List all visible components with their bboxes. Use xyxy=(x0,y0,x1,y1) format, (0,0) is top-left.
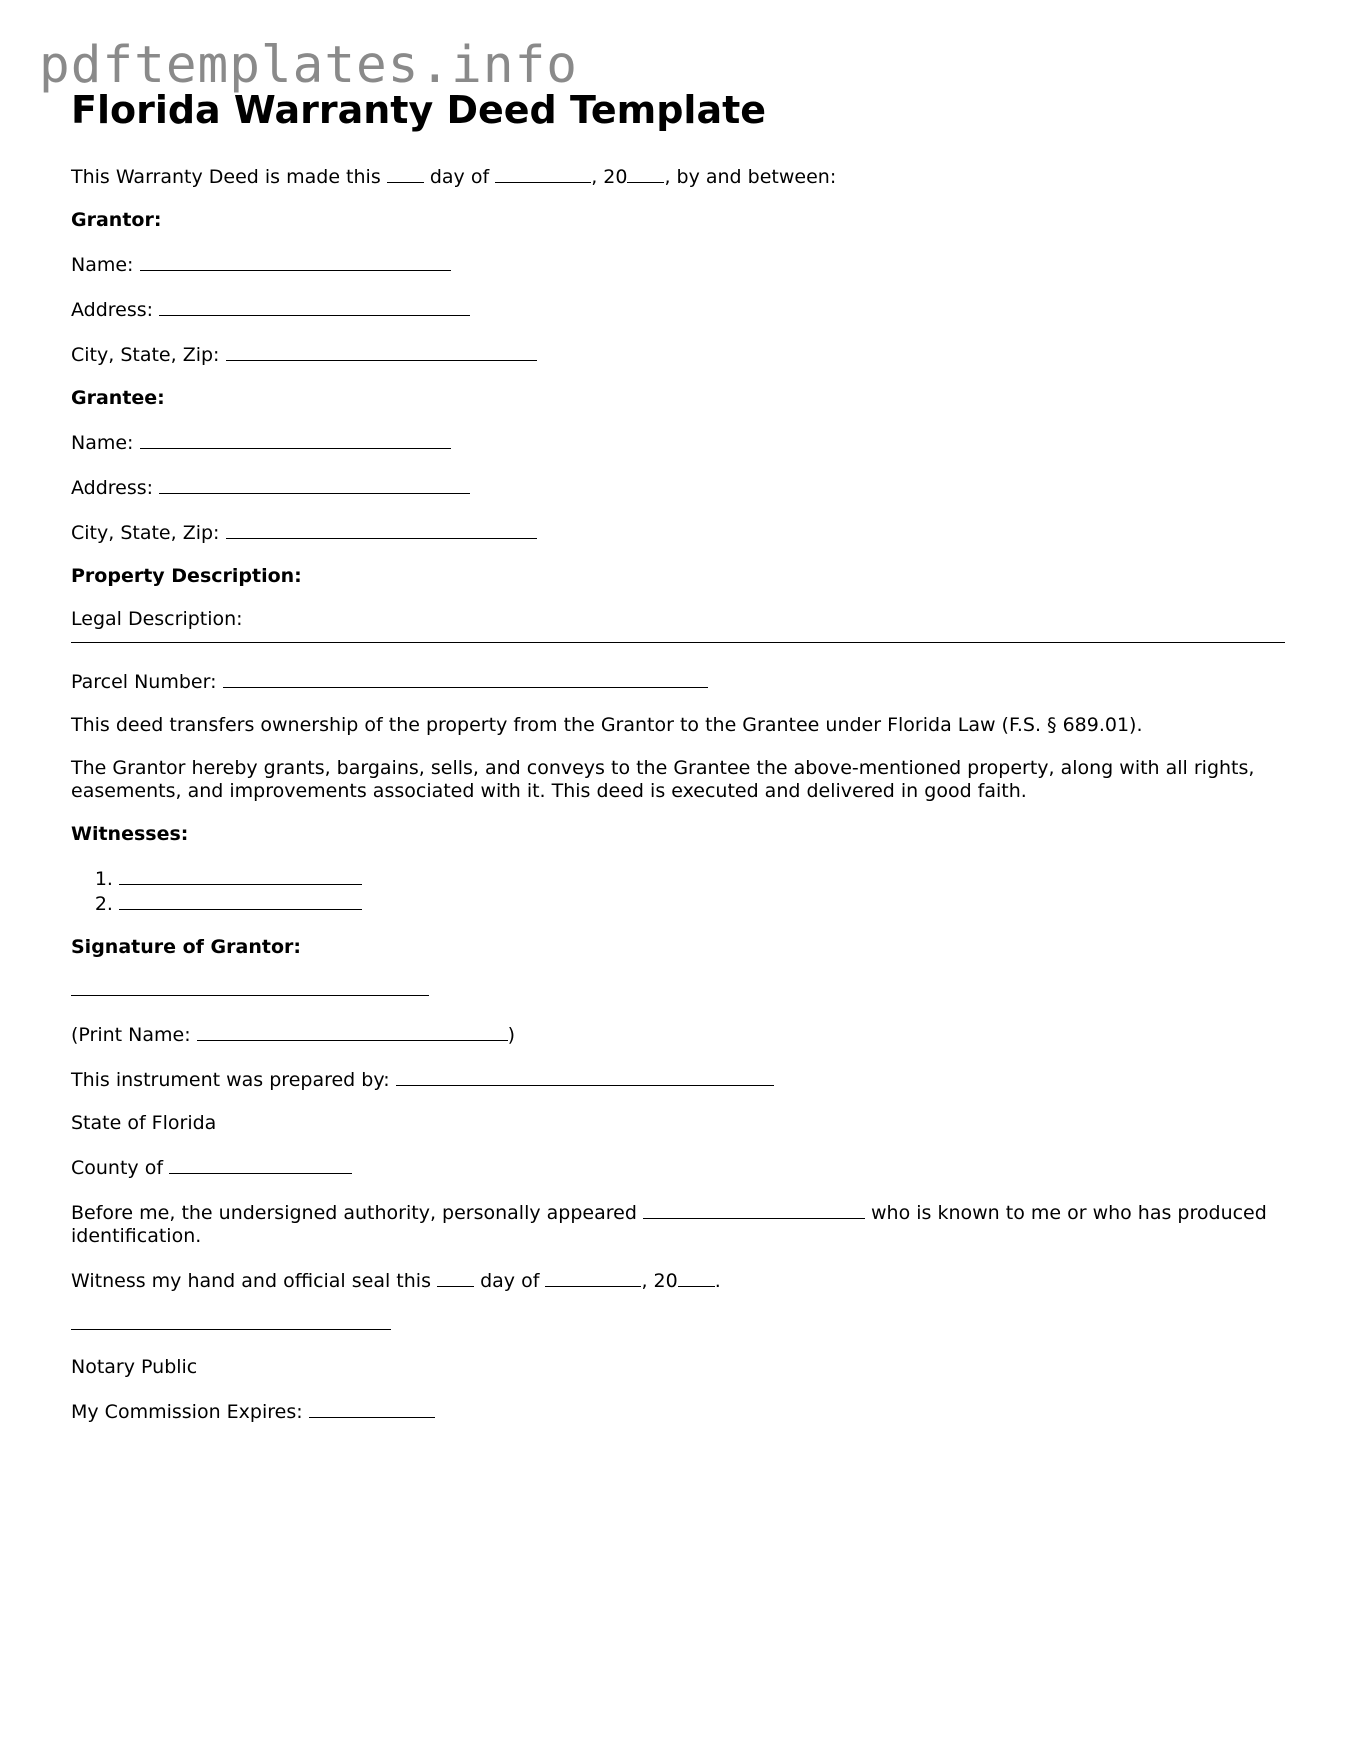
grantee-address-row xyxy=(71,475,1291,500)
witness-seal-line xyxy=(71,1268,1291,1293)
commission-row xyxy=(71,1399,1291,1424)
notary-label: Notary Public xyxy=(71,1356,198,1378)
county-field[interactable] xyxy=(169,1155,352,1174)
intro-line xyxy=(71,164,1291,189)
grantee-name-label: Name: xyxy=(71,432,134,454)
intro-text-2: day of xyxy=(429,166,490,188)
seal-text-3: , 20 xyxy=(641,1270,678,1292)
signature-heading: Signature of Grantor: xyxy=(71,936,301,958)
seal-year-blank[interactable] xyxy=(678,1268,715,1287)
intro-day-blank[interactable] xyxy=(387,164,424,183)
grantor-address-label: Address: xyxy=(71,299,154,321)
grantee-address-field[interactable] xyxy=(159,475,470,494)
grantee-address-label: Address: xyxy=(71,477,154,499)
witness-list xyxy=(71,866,1291,916)
print-name-suffix: ) xyxy=(507,1024,516,1046)
grantor-name-field[interactable] xyxy=(140,252,451,271)
appeared-text-2: who is known to me or who has produced identification. xyxy=(71,1202,1267,1247)
parcel-label: Parcel Number: xyxy=(71,671,217,693)
appeared-paragraph xyxy=(71,1200,1291,1248)
grantor-heading: Grantor: xyxy=(71,209,162,231)
notary-signature-line[interactable] xyxy=(71,1329,391,1330)
prepared-by-row xyxy=(71,1067,1291,1092)
notary-signature-space xyxy=(71,1313,1291,1333)
signature-space xyxy=(71,979,1291,999)
witness-item-2 xyxy=(119,891,1291,916)
appeared-text-1: Before me, the undersigned authority, personally appeared xyxy=(71,1202,637,1224)
intro-text-4: , by and between: xyxy=(664,166,837,188)
watermark: pdftemplates.info xyxy=(39,36,578,95)
parcel-field[interactable] xyxy=(223,669,708,688)
legal-description-label: Legal Description: xyxy=(71,608,243,630)
county-row xyxy=(71,1155,1291,1180)
grant-paragraph: The Grantor hereby grants, bargains, sells, and conveys to the Grantee the above-mentioned property, along with all rights, easements, and improvements associated with it. This deed is executed and delivered in good faith. xyxy=(71,757,1255,802)
prepared-by-field[interactable] xyxy=(396,1067,774,1086)
appeared-name-field[interactable] xyxy=(643,1200,865,1219)
legal-description-field[interactable] xyxy=(71,642,1285,643)
intro-year-blank[interactable] xyxy=(627,164,664,183)
grantor-address-field[interactable] xyxy=(159,297,470,316)
grantee-city-row xyxy=(71,520,1291,545)
grantee-city-label: City, State, Zip: xyxy=(71,522,220,544)
print-name-field[interactable] xyxy=(197,1022,508,1041)
print-name-prefix: (Print Name: xyxy=(71,1024,191,1046)
grantor-city-label: City, State, Zip: xyxy=(71,344,220,366)
seal-text-2: day of xyxy=(480,1270,540,1292)
seal-text-4: . xyxy=(714,1270,721,1292)
grantor-name-label: Name: xyxy=(71,254,134,276)
print-name-row xyxy=(71,1022,1291,1047)
grantor-address-row xyxy=(71,297,1291,322)
witness-1-field[interactable] xyxy=(119,866,362,885)
seal-day-blank[interactable] xyxy=(437,1268,474,1287)
property-heading: Property Description: xyxy=(71,565,302,587)
commission-field[interactable] xyxy=(309,1399,435,1418)
document-page xyxy=(71,84,1291,1444)
grantee-heading: Grantee: xyxy=(71,387,165,409)
grantor-city-row xyxy=(71,342,1291,367)
seal-text-1: Witness my hand and official seal this xyxy=(71,1270,431,1292)
state-line: State of Florida xyxy=(71,1112,217,1134)
parcel-row xyxy=(71,669,1291,694)
grantee-city-field[interactable] xyxy=(226,520,537,539)
seal-month-blank[interactable] xyxy=(545,1268,641,1287)
grantor-name-row xyxy=(71,252,1291,277)
grantee-name-row xyxy=(71,430,1291,455)
intro-text-3: , 20 xyxy=(591,166,628,188)
prepared-by-label: This instrument was prepared by: xyxy=(71,1069,390,1091)
witnesses-heading: Witnesses: xyxy=(71,823,189,845)
witness-2-field[interactable] xyxy=(119,891,362,910)
intro-month-blank[interactable] xyxy=(495,164,591,183)
grantor-signature-line[interactable] xyxy=(71,995,429,996)
intro-text-1: This Warranty Deed is made this xyxy=(71,166,381,188)
document-title: Florida Warranty Deed Template xyxy=(71,88,767,132)
county-label: County of xyxy=(71,1157,164,1179)
grantor-city-field[interactable] xyxy=(226,342,537,361)
transfer-paragraph: This deed transfers ownership of the property from the Grantor to the Grantee under Florida Law (F.S. § 689.01). xyxy=(71,714,1143,736)
witness-item-1 xyxy=(119,866,1291,891)
grantee-name-field[interactable] xyxy=(140,430,451,449)
commission-label: My Commission Expires: xyxy=(71,1401,303,1423)
